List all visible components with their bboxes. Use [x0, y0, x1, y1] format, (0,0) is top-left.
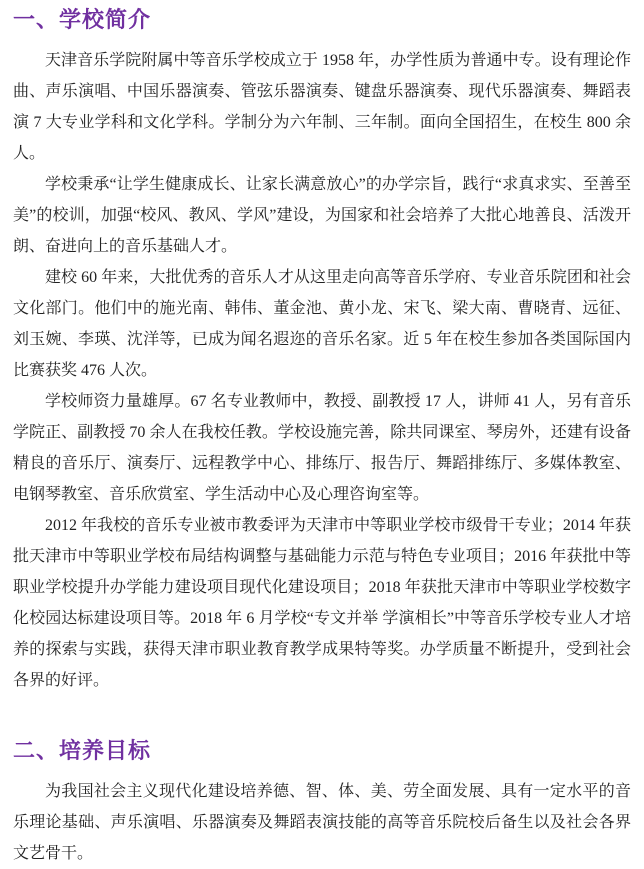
paragraph-faculty-facilities: 学校师资力量雄厚。67 名专业教师中，教授、副教授 17 人，讲师 41 人，另有音乐学院正、副教授 70 余人在我校任教。学校设施完善，除共同课室、琴房外，还建有设备精良的音乐厅、演奏厅、远程教学中心、排练厅、报告厅、舞蹈排练厅、多媒体教室、电钢琴教室、音乐欣赏室、学生活动中心及心理咨询室等。: [13, 393, 631, 503]
section-heading-school-intro: 一、学校简介: [13, 7, 152, 32]
section-training-goal: [13, 737, 631, 869]
paragraph-awards-projects: 2012 年我校的音乐专业被市教委评为天津市中等职业学校市级骨干专业；2014 年获批天津市中等职业学校布局结构调整与基础能力示范与特色专业项目；2016 年获批中等职业学校提升办学能力建设项目现代化建设项目；2018 年获批天津市中等职业学校数字化校园达标建设项目等。2018 年 6 月学校“专文并举 学演相长”中等音乐学校专业人才培养的探索与实践，获得天津市职业教育教学成果特等奖。办学质量不断提升，受到社会各界的好评。: [13, 517, 631, 689]
section-heading-training-goal: 二、培养目标: [13, 738, 152, 763]
paragraph-school-motto: 学校秉承“让学生健康成长、让家长满意放心”的办学宗旨，践行“求真求实、至善至美”的校训，加强“校风、教风、学风”建设，为国家和社会培养了大批心地善良、活泼开朗、奋进向上的音乐基础人才。: [13, 176, 631, 255]
section-school-intro: [13, 6, 631, 696]
paragraph-founding-overview: 天津音乐学院附属中等音乐学校成立于 1958 年，办学性质为普通中专。设有理论作曲、声乐演唱、中国乐器演奏、管弦乐器演奏、键盘乐器演奏、现代乐器演奏、舞蹈表演 7 大专业学科和文化学科。学制分为六年制、三年制。面向全国招生，在校生 800 余人。: [13, 52, 631, 162]
paragraph-training-goal: 为我国社会主义现代化建设培养德、智、体、美、劳全面发展、具有一定水平的音乐理论基础、声乐演唱、乐器演奏及舞蹈表演技能的高等音乐院校后备生以及社会各界文艺骨干。: [13, 783, 631, 862]
paragraph-alumni-achievements: 建校 60 年来，大批优秀的音乐人才从这里走向高等音乐学府、专业音乐院团和社会文化部门。他们中的施光南、韩伟、董金池、黄小龙、宋飞、梁大南、曹晓青、远征、刘玉婉、李瑛、沈洋等，已成为闻名遐迩的音乐名家。近 5 年在校生参加各类国际国内比赛获奖 476 人次。: [13, 269, 631, 379]
